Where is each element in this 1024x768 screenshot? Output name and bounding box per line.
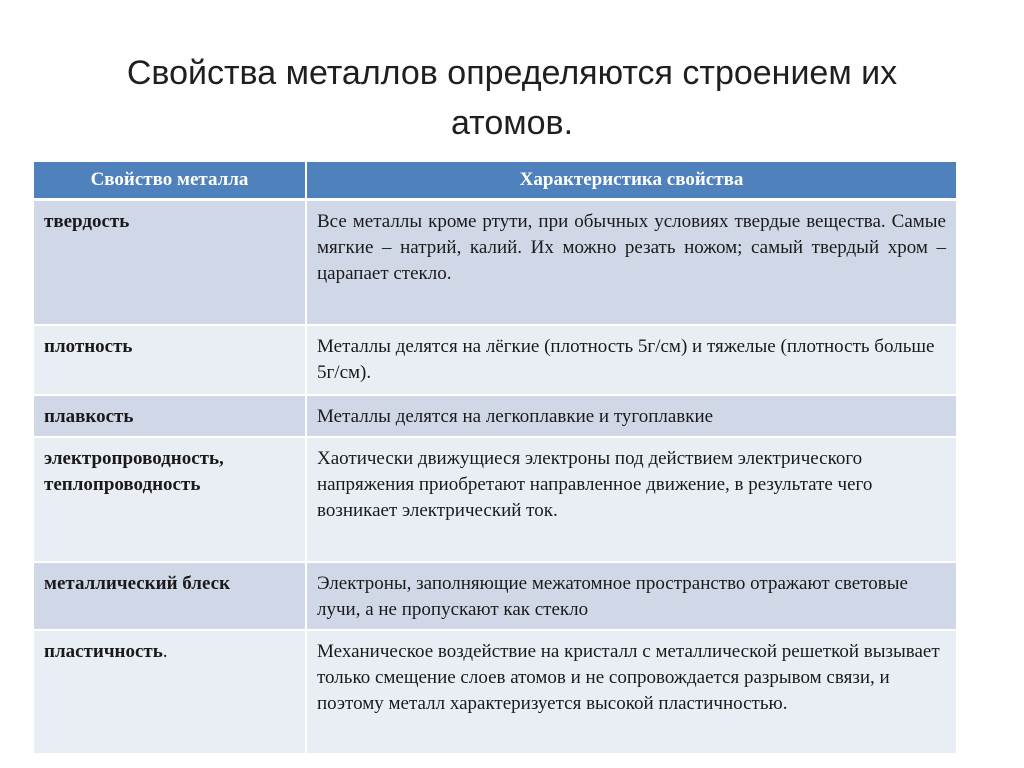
table-header-row — [34, 162, 956, 200]
property-cell: плавкость — [34, 395, 306, 437]
metal-properties-table — [34, 162, 956, 755]
property-line-2: теплопроводность — [44, 473, 201, 495]
property-line-1: электропроводность, — [44, 447, 224, 469]
slide-title-line-1: Свойства металлов определяются строением их — [126, 54, 898, 92]
slide-title — [40, 48, 984, 148]
description-cell: Все металлы кроме ртути, при обычных условиях твердые вещества. Самые мягкие – натрий, калий. Их можно резать ножом; самый твердый хром – царапает стекло. — [306, 200, 956, 325]
description-cell: Механическое воздействие на кристалл с металлической решеткой вызывает только смещение слоев атомов и не сопровождается разрывом связи, и поэтому металл характеризуется высокой пластичностью. — [306, 630, 956, 754]
properties-table-container — [34, 162, 956, 755]
table-row-density — [34, 325, 956, 395]
description-cell: Хаотически движущиеся электроны под действием электрического напряжения приобретают направленное движение, в результате чего возникает электрический ток. — [306, 437, 956, 562]
table-row-plasticity — [34, 630, 956, 754]
property-suffix: . — [162, 640, 168, 662]
table-row-conductivity — [34, 437, 956, 562]
header-property: Свойство металла — [34, 162, 306, 200]
description-cell: Металлы делятся на лёгкие (плотность 5г/см) и тяжелые (плотность больше 5г/см). — [306, 325, 956, 395]
property-text: пластичность — [44, 640, 163, 662]
property-cell: плотность — [34, 325, 306, 395]
header-characteristic: Характеристика свойства — [306, 162, 956, 200]
property-cell — [34, 437, 306, 562]
table-row-hardness — [34, 200, 956, 325]
description-cell: Металлы делятся на легкоплавкие и тугоплавкие — [306, 395, 956, 437]
slide-title-line-2: атомов. — [450, 104, 574, 142]
property-cell: твердость — [34, 200, 306, 325]
property-cell — [34, 630, 306, 754]
description-cell: Электроны, заполняющие межатомное пространство отражают световые лучи, а не пропускают как стекло — [306, 562, 956, 630]
table-row-luster — [34, 562, 956, 630]
table-row-fusibility — [34, 395, 956, 437]
property-cell: металлический блеск — [34, 562, 306, 630]
